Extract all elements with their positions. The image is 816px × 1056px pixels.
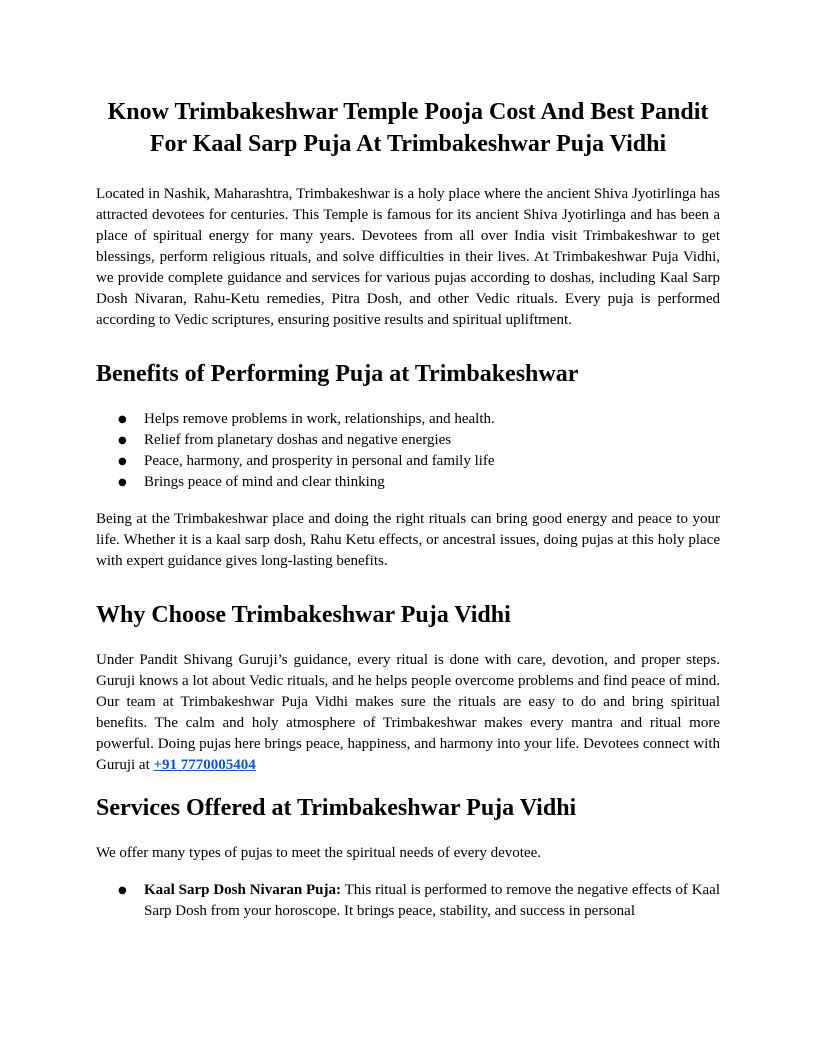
list-item: ● Peace, harmony, and prosperity in personal and family life — [96, 451, 720, 472]
bullet-icon: ● — [118, 435, 127, 446]
benefits-paragraph: Being at the Trimbakeshwar place and doing the right rituals can bring good energy and peace to your life. Whether it is a kaal sarp dosh, Rahu Ketu effects, or ancestral issues, doing pujas at this holy place with expert guidance gives long-lasting benefits. — [96, 511, 720, 569]
bullet-icon: ● — [118, 477, 127, 488]
list-item: ● Relief from planetary doshas and negative energies — [96, 430, 720, 451]
why-choose-heading: Why Choose Trimbakeshwar Puja Vidhi — [96, 602, 511, 628]
services-intro: We offer many types of pujas to meet the spiritual needs of every devotee. — [96, 845, 542, 861]
document-title: Know Trimbakeshwar Temple Pooja Cost And Best Pandit For Kaal Sarp Puja At Trimbakeshwar Puja Vidhi — [107, 99, 709, 157]
benefits-heading: Benefits of Performing Puja at Trimbakeshwar — [96, 361, 579, 387]
list-item: ● Brings peace of mind and clear thinking — [96, 472, 720, 493]
service-name: Kaal Sarp Dosh Nivaran Puja: — [144, 882, 342, 898]
bullet-icon: ● — [118, 414, 127, 425]
list-item — [96, 880, 720, 922]
why-choose-paragraph — [96, 650, 720, 776]
document-page — [96, 96, 720, 922]
why-choose-text: Under Pandit Shivang Guruji’s guidance, every ritual is done with care, devotion, and proper steps. Guruji knows a lot about Vedic rituals, and he helps people overcome problems and find peace of mind. Our team at Trimbakeshwar Puja Vidhi makes sure the rituals are easy to do and bring spiritual benefits. The calm and holy atmosphere of Trimbakeshwar makes every mantra and ritual more powerful. Doing pujas here brings peace, happiness, and harmony into your life. Devotees connect with Guruji at — [96, 652, 720, 773]
service-description: This ritual is performed to remove the negative effects of Kaal Sarp Dosh from your horoscope. It brings peace, stability, and success in personal — [144, 882, 721, 919]
services-list — [96, 880, 720, 922]
bullet-icon: ● — [118, 885, 127, 896]
list-item: ● Helps remove problems in work, relationships, and health. — [96, 409, 720, 430]
benefits-list — [96, 409, 720, 493]
phone-link[interactable]: +91 7770005404 — [153, 757, 256, 773]
intro-paragraph: Located in Nashik, Maharashtra, Trimbakeshwar is a holy place where the ancient Shiva Jyotirlinga has attracted devotees for centuries. This Temple is famous for its ancient Shiva Jyotirlinga and has been a place of spiritual energy for many years. Devotees from all over India visit Trimbakeshwar to get blessings, perform religious rituals, and solve difficulties in their lives. At Trimbakeshwar Puja Vidhi, we provide complete guidance and services for various pujas according to doshas, including Kaal Sarp Dosh Nivaran, Rahu-Ketu remedies, Pitra Dosh, and other Vedic rituals. Every puja is performed according to Vedic scriptures, ensuring positive results and spiritual upliftment. — [96, 186, 720, 328]
bullet-icon: ● — [118, 456, 127, 467]
services-heading: Services Offered at Trimbakeshwar Puja Vidhi — [96, 795, 577, 821]
